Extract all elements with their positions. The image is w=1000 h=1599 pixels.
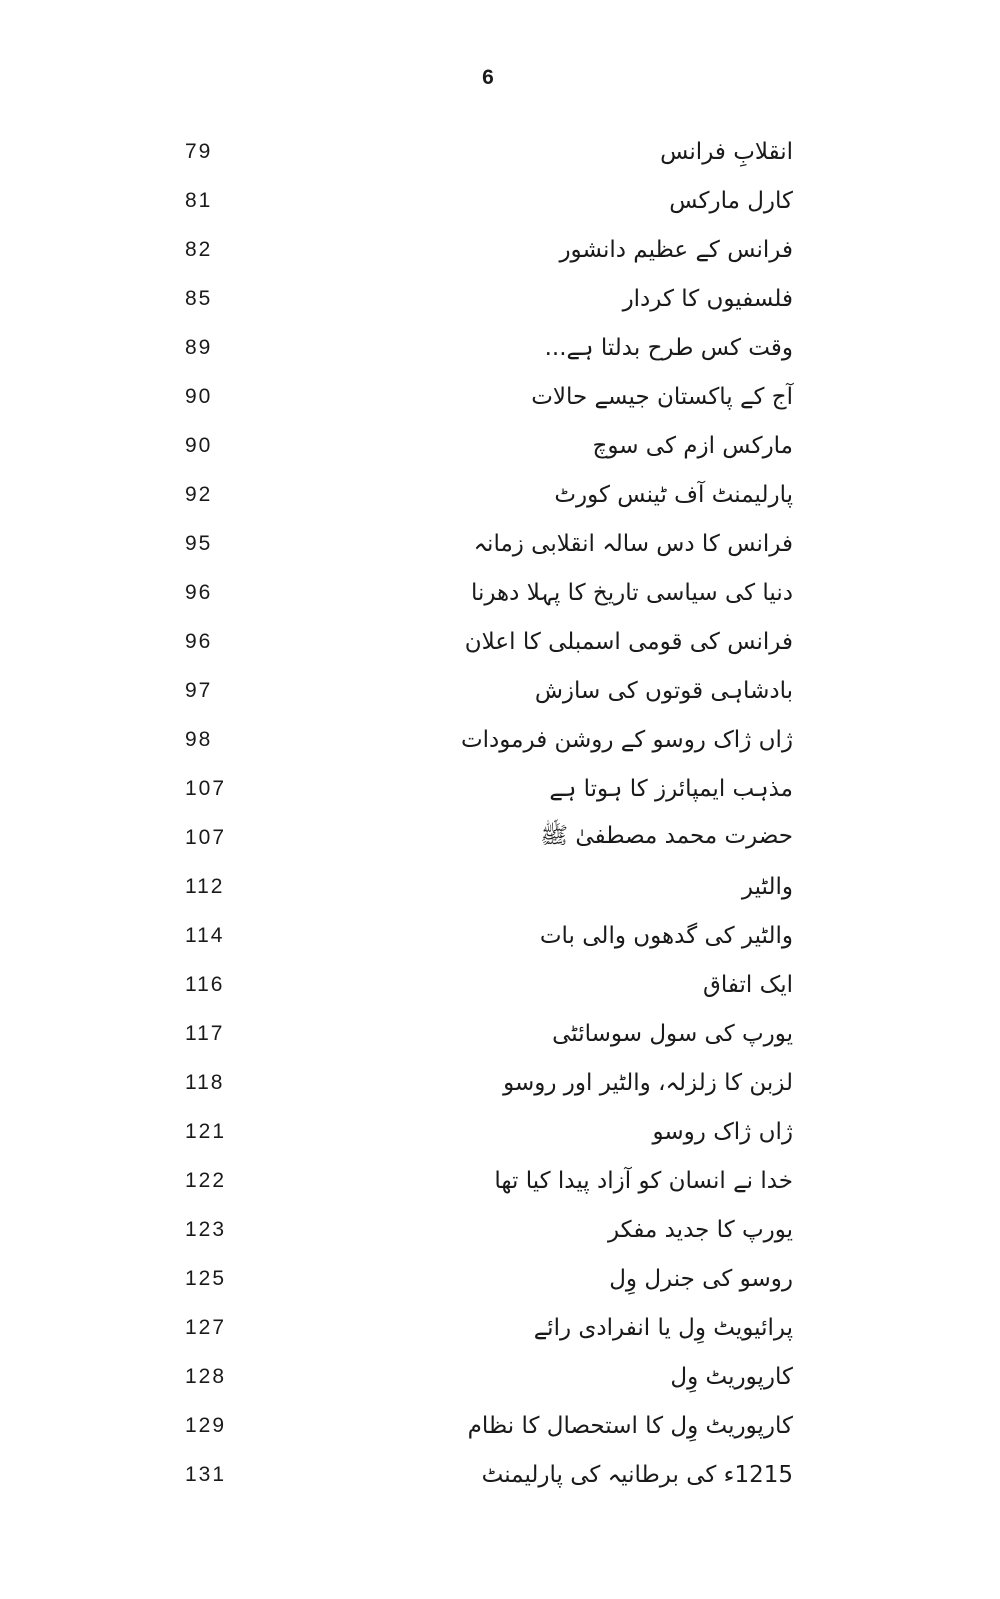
toc-entry-title: فرانس کے عظیم دانشور xyxy=(559,236,793,263)
toc-entry-page: 123 xyxy=(185,1217,227,1241)
toc-entry-title: ایک اتفاق xyxy=(703,971,793,998)
toc-entry-title: 1215ء کی برطانیہ کی پارلیمنٹ xyxy=(481,1461,793,1488)
toc-entry xyxy=(175,666,795,715)
toc-entry xyxy=(175,519,795,568)
toc-entry xyxy=(175,225,795,274)
toc-entry xyxy=(175,1058,795,1107)
toc-entry-title: پرائیویٹ وِل یا انفرادی رائے xyxy=(533,1314,793,1341)
toc-entry-title: دنیا کی سیاسی تاریخ کا پہلا دھرنا xyxy=(470,579,793,606)
toc-entry xyxy=(175,715,795,764)
toc-entry-title: لزبن کا زلزلہ، والٹیر اور روسو xyxy=(503,1069,793,1096)
toc-entry xyxy=(175,1401,795,1450)
toc-entry xyxy=(175,911,795,960)
toc-entry-title: کارپوریٹ وِل کا استحصال کا نظام xyxy=(467,1412,793,1439)
toc-entry-page: 79 xyxy=(185,139,213,163)
toc-entry xyxy=(175,568,795,617)
toc-entry-page: 116 xyxy=(185,972,225,996)
toc-entry-title: بادشاہی قوتوں کی سازش xyxy=(534,677,793,704)
toc-entry-title: وقت کس طرح بدلتا ہے... xyxy=(544,334,793,361)
toc-entry xyxy=(175,1450,795,1499)
toc-entry-page: 97 xyxy=(185,678,213,702)
toc-entry-page: 95 xyxy=(185,531,213,555)
toc-entry xyxy=(175,274,795,323)
toc-entry xyxy=(175,1205,795,1254)
toc-entry xyxy=(175,421,795,470)
toc-entry xyxy=(175,813,795,862)
page-number: 6 xyxy=(482,66,494,89)
toc-entry xyxy=(175,323,795,372)
toc-entry-title: یورپ کا جدید مفکر xyxy=(607,1216,793,1243)
toc-entry-page: 85 xyxy=(185,286,213,310)
toc-entry-page: 122 xyxy=(185,1168,227,1192)
toc-entry-page: 121 xyxy=(185,1119,227,1143)
toc-entry xyxy=(175,764,795,813)
toc-entry-title: ژاں ژاک روسو xyxy=(652,1118,793,1145)
toc-entry-page: 90 xyxy=(185,433,213,457)
toc-entry-page: 96 xyxy=(185,580,213,604)
toc-entry xyxy=(175,960,795,1009)
toc-entry-title: پارلیمنٹ آف ٹینس کورٹ xyxy=(554,481,793,508)
toc-entry-title: کارپوریٹ وِل xyxy=(670,1363,793,1390)
toc-entry-title: والٹیر کی گدھوں والی بات xyxy=(539,922,793,949)
toc-entry xyxy=(175,1254,795,1303)
toc-entry-page: 90 xyxy=(185,384,213,408)
toc-entry-page: 118 xyxy=(185,1070,225,1094)
toc-entry-title: فلسفیوں کا کردار xyxy=(622,285,793,312)
toc-entry xyxy=(175,1303,795,1352)
toc-entry xyxy=(175,127,795,176)
toc-entry xyxy=(175,617,795,666)
toc-entry-title: ژاں ژاک روسو کے روشن فرمودات xyxy=(461,726,793,753)
toc-entry-title: مارکس ازم کی سوچ xyxy=(592,432,793,459)
toc-entry-title: یورپ کی سول سوسائٹی xyxy=(552,1020,793,1047)
toc-entry-title: آج کے پاکستان جیسے حالات xyxy=(531,383,793,410)
toc-entry-page: 125 xyxy=(185,1266,227,1290)
toc-entry-title: حضرت محمد مصطفیٰ ﷺ xyxy=(540,822,793,849)
toc-entry-page: 107 xyxy=(185,776,227,800)
toc-entry-page: 98 xyxy=(185,727,213,751)
toc-entry-title: مذہب ایمپائرز کا ہوتا ہے xyxy=(549,775,793,802)
toc-entry-page: 92 xyxy=(185,482,213,506)
toc-entry-title: کارل مارکس xyxy=(669,187,793,214)
toc-entry xyxy=(175,1156,795,1205)
toc-entry-page: 89 xyxy=(185,335,213,359)
toc-entry-page: 131 xyxy=(185,1462,227,1486)
toc-entry-page: 107 xyxy=(185,825,227,849)
toc-entry-page: 128 xyxy=(185,1364,227,1388)
toc-entry-title: فرانس کی قومی اسمبلی کا اعلان xyxy=(464,628,793,655)
toc-entry xyxy=(175,470,795,519)
toc-entry-page: 82 xyxy=(185,237,213,261)
toc-entry xyxy=(175,372,795,421)
toc-entry xyxy=(175,1107,795,1156)
toc-entry-title: والٹیر xyxy=(741,873,793,900)
toc-entry-title: خدا نے انسان کو آزاد پیدا کیا تھا xyxy=(494,1167,793,1194)
toc-entry xyxy=(175,1009,795,1058)
toc-entry-page: 112 xyxy=(185,874,225,898)
toc-entry-page: 114 xyxy=(185,923,225,947)
toc-entry-page: 96 xyxy=(185,629,213,653)
toc-entry-page: 127 xyxy=(185,1315,227,1339)
toc-entry-title: فرانس کا دس سالہ انقلابی زمانہ xyxy=(473,530,793,557)
toc-entry-page: 117 xyxy=(185,1021,225,1045)
toc-entry xyxy=(175,862,795,911)
toc-entry-title: انقلابِ فرانس xyxy=(660,138,793,165)
toc-entry xyxy=(175,1352,795,1401)
toc-entry xyxy=(175,176,795,225)
toc-entry-page: 81 xyxy=(185,188,213,212)
toc-entry-title: روسو کی جنرل وِل xyxy=(609,1265,793,1292)
toc-entry-page: 129 xyxy=(185,1413,227,1437)
table-of-contents xyxy=(175,127,795,1499)
